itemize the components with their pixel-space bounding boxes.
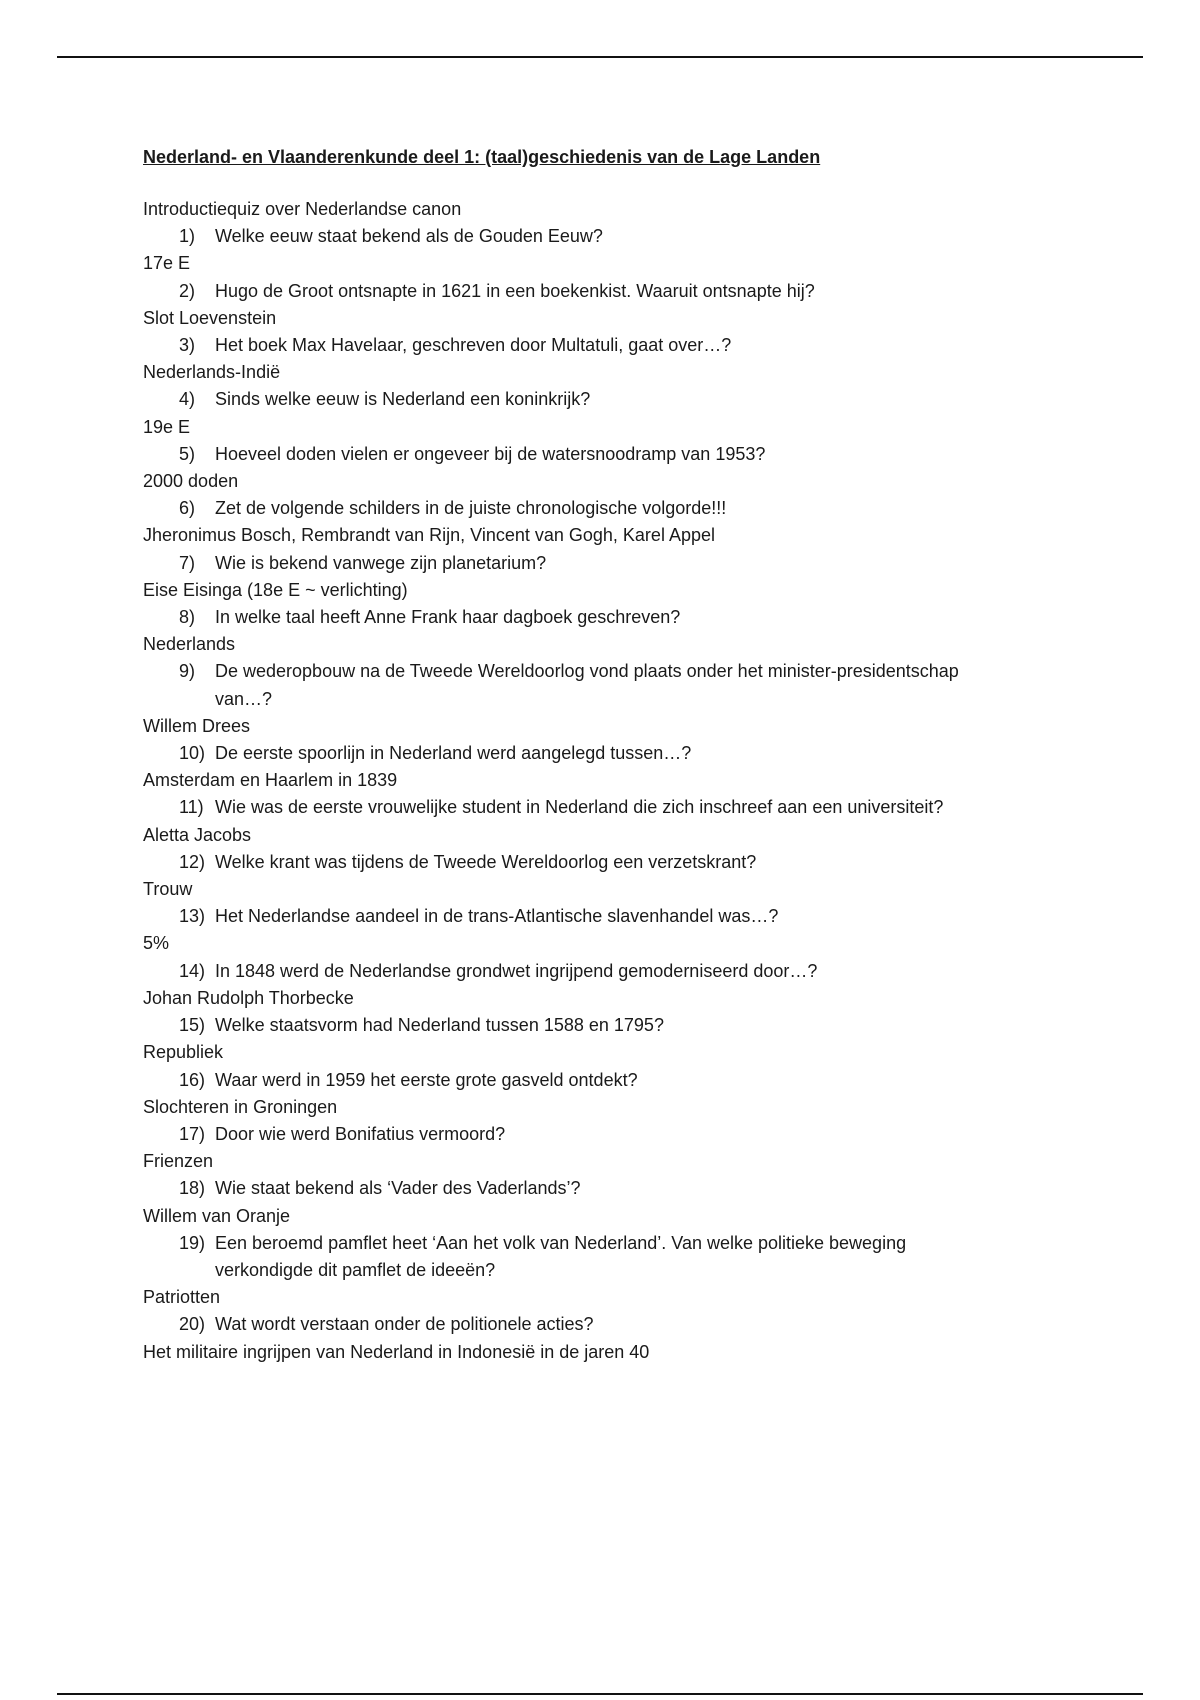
question-text: Hoeveel doden vielen er ongeveer bij de watersnoodramp van 1953? <box>215 443 766 464</box>
question-number: 9) <box>179 661 196 682</box>
question-text: Welke krant was tijdens de Tweede Wereldoorlog een verzetskrant? <box>215 851 757 872</box>
question-number: 7) <box>179 552 196 573</box>
answer-text: 17e E <box>143 253 191 274</box>
question-text: Welke staatsvorm had Nederland tussen 1588 en 1795? <box>215 1015 664 1036</box>
answer-text: Willem van Oranje <box>143 1205 291 1226</box>
answer-text: Patriotten <box>143 1287 221 1308</box>
document-title: Nederland- en Vlaanderenkunde deel 1: (taal)geschiedenis van de Lage Landen <box>143 147 821 167</box>
question-number: 1) <box>179 226 196 247</box>
answer-text: Aletta Jacobs <box>143 824 252 845</box>
question-line <box>143 223 1103 250</box>
answer-text: Nederlands <box>143 634 236 655</box>
quiz-item <box>143 1311 1103 1365</box>
answer-text: Nederlands-Indië <box>143 362 281 383</box>
question-number: 3) <box>179 335 196 356</box>
quiz-item <box>143 849 1103 903</box>
answer-text: 19e E <box>143 416 191 437</box>
answer-text: 2000 doden <box>143 471 239 492</box>
question-number: 12) <box>179 851 206 872</box>
question-text: Een beroemd pamflet heet ‘Aan het volk van Nederland’. Van welke politieke beweging verkondigde dit pamflet de ideeën? <box>215 1232 907 1280</box>
quiz-item <box>143 278 1103 332</box>
question-number: 5) <box>179 443 196 464</box>
question-text: Wie staat bekend als ‘Vader des Vaderlands’? <box>215 1178 581 1199</box>
question-number: 2) <box>179 280 196 301</box>
quiz-item <box>143 1067 1103 1121</box>
quiz-item <box>143 658 1103 740</box>
answer-text: Willem Drees <box>143 715 251 736</box>
question-number: 13) <box>179 906 206 927</box>
quiz-item <box>143 1175 1103 1229</box>
quiz-item <box>143 740 1103 794</box>
question-number: 6) <box>179 498 196 519</box>
question-line <box>143 903 1103 930</box>
question-line <box>143 1012 1103 1039</box>
question-line <box>143 1067 1103 1094</box>
question-text: Door wie werd Bonifatius vermoord? <box>215 1123 506 1144</box>
quiz-item <box>143 958 1103 1012</box>
quiz-item <box>143 386 1103 440</box>
question-line <box>143 740 1103 767</box>
question-text: De eerste spoorlijn in Nederland werd aangelegd tussen…? <box>215 743 692 764</box>
quiz-list <box>143 223 1103 1366</box>
question-line <box>143 794 1103 821</box>
question-line <box>143 658 1103 712</box>
question-text: Zet de volgende schilders in de juiste chronologische volgorde!!! <box>215 498 727 519</box>
question-number: 14) <box>179 960 206 981</box>
answer-text: Frienzen <box>143 1151 214 1172</box>
question-line <box>143 495 1103 522</box>
answer-text: Jheronimus Bosch, Rembrandt van Rijn, Vincent van Gogh, Karel Appel <box>143 525 715 546</box>
question-number: 20) <box>179 1314 206 1335</box>
question-line <box>143 386 1103 413</box>
question-number: 8) <box>179 607 196 628</box>
quiz-item <box>143 223 1103 277</box>
question-text: In welke taal heeft Anne Frank haar dagboek geschreven? <box>215 607 681 628</box>
question-number: 18) <box>179 1178 206 1199</box>
question-text: Wie is bekend vanwege zijn planetarium? <box>215 552 547 573</box>
answer-text: Slot Loevenstein <box>143 307 277 328</box>
question-text: Wie was de eerste vrouwelijke student in Nederland die zich inschreef aan een universiteit? <box>215 797 944 818</box>
question-text: Waar werd in 1959 het eerste grote gasveld ontdekt? <box>215 1069 638 1090</box>
question-number: 15) <box>179 1015 206 1036</box>
quiz-item <box>143 495 1103 549</box>
footer-rule <box>57 1693 1143 1695</box>
question-text: In 1848 werd de Nederlandse grondwet ingrijpend gemoderniseerd door…? <box>215 960 818 981</box>
quiz-item <box>143 794 1103 848</box>
quiz-item <box>143 604 1103 658</box>
answer-text: Het militaire ingrijpen van Nederland in Indonesië in de jaren 40 <box>143 1341 650 1362</box>
question-text: Wat wordt verstaan onder de politionele acties? <box>215 1314 594 1335</box>
question-line <box>143 278 1103 305</box>
question-number: 10) <box>179 743 206 764</box>
header-rule <box>57 56 1143 58</box>
quiz-item <box>143 332 1103 386</box>
question-line <box>143 604 1103 631</box>
question-line <box>143 849 1103 876</box>
answer-text: Republiek <box>143 1042 224 1063</box>
answer-text: Amsterdam en Haarlem in 1839 <box>143 770 398 791</box>
question-line <box>143 441 1103 468</box>
question-line <box>143 1311 1103 1338</box>
question-text: Het boek Max Havelaar, geschreven door Multatuli, gaat over…? <box>215 335 732 356</box>
question-line <box>143 958 1103 985</box>
question-number: 17) <box>179 1123 206 1144</box>
question-line <box>143 1121 1103 1148</box>
quiz-item <box>143 1230 1103 1312</box>
question-text: De wederopbouw na de Tweede Wereldoorlog vond plaats onder het minister-presidentschap van…? <box>215 661 959 709</box>
quiz-item <box>143 550 1103 604</box>
quiz-intro: Introductiequiz over Nederlandse canon <box>143 199 462 219</box>
answer-text: Trouw <box>143 879 193 900</box>
question-text: Het Nederlandse aandeel in de trans-Atlantische slavenhandel was…? <box>215 906 779 927</box>
question-number: 16) <box>179 1069 206 1090</box>
question-text: Welke eeuw staat bekend als de Gouden Eeuw? <box>215 226 603 247</box>
answer-text: Eise Eisinga (18e E ~ verlichting) <box>143 579 408 600</box>
question-line <box>143 332 1103 359</box>
answer-text: Johan Rudolph Thorbecke <box>143 987 354 1008</box>
document-body <box>143 144 1103 1366</box>
question-text: Hugo de Groot ontsnapte in 1621 in een boekenkist. Waaruit ontsnapte hij? <box>215 280 815 301</box>
question-number: 11) <box>179 797 204 818</box>
quiz-item <box>143 903 1103 957</box>
quiz-item <box>143 441 1103 495</box>
question-number: 19) <box>179 1232 206 1253</box>
answer-text: Slochteren in Groningen <box>143 1096 338 1117</box>
question-line <box>143 550 1103 577</box>
quiz-item <box>143 1012 1103 1066</box>
answer-text: 5% <box>143 933 170 954</box>
question-line <box>143 1230 1103 1284</box>
quiz-item <box>143 1121 1103 1175</box>
question-line <box>143 1175 1103 1202</box>
question-text: Sinds welke eeuw is Nederland een koninkrijk? <box>215 389 591 410</box>
question-number: 4) <box>179 389 196 410</box>
